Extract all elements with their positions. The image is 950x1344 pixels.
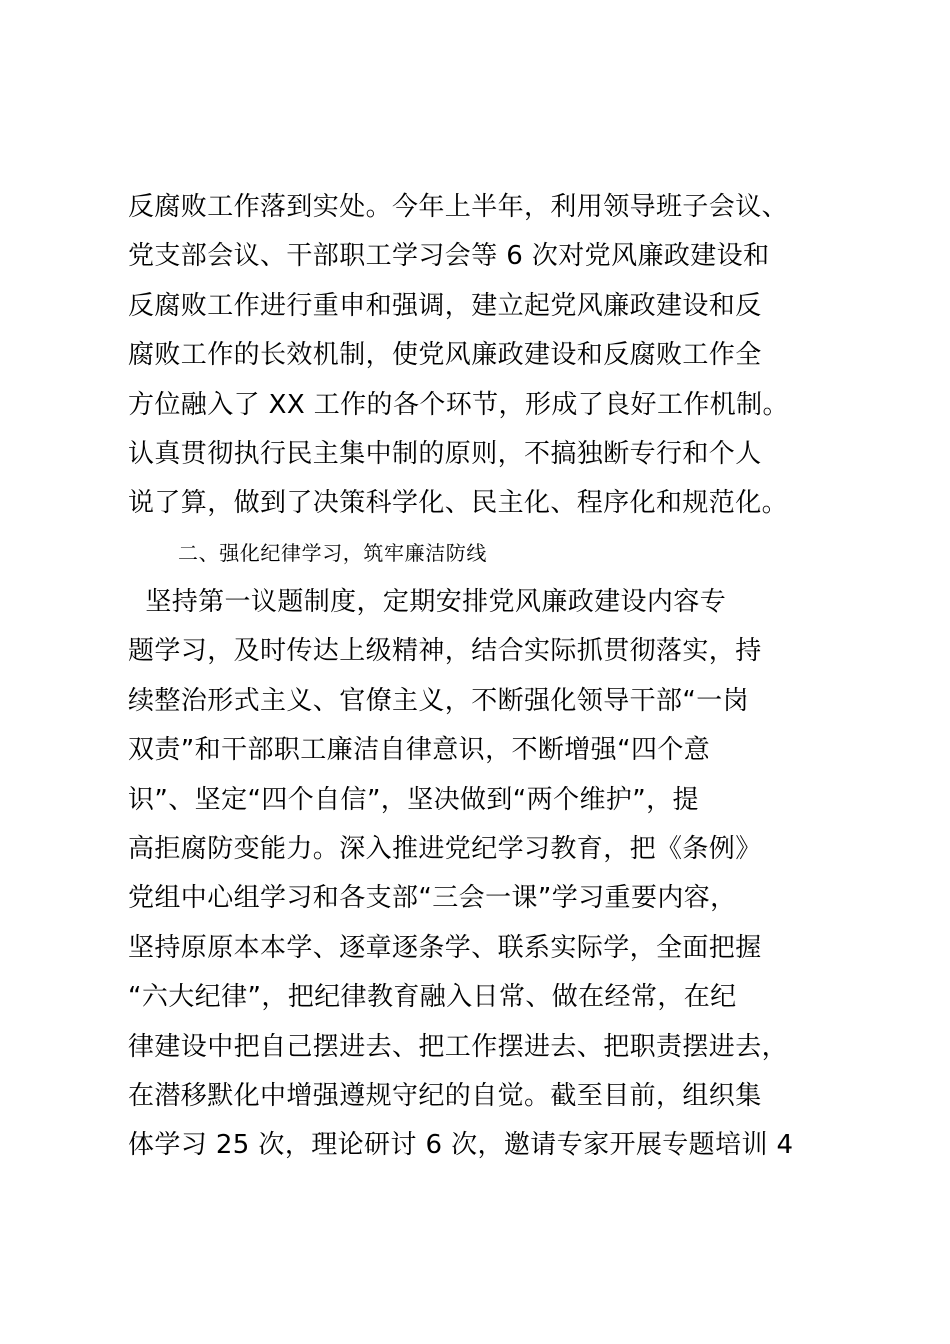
paragraph-line: 续整治形式主义、官僚主义，不断强化领导干部“一岗: [128, 685, 750, 716]
paragraph-line: 认真贯彻执行民主集中制的原则，不搞独断专行和个人: [128, 438, 762, 469]
paragraph-line: 律建设中把自己摆进去、把工作摆进去、把职责摆进去，: [128, 1031, 789, 1062]
paragraph-discipline-study: [128, 578, 858, 1171]
paragraph-line: 识”、坚定“四个自信”，坚决做到“两个维护”，提: [128, 784, 699, 815]
paragraph-line: 双责”和干部职工廉洁自律意识，不断增强“四个意: [128, 735, 711, 766]
paragraph-line: 高拒腐防变能力。深入推进党纪学习教育，把《条例》: [128, 833, 762, 864]
paragraph-line: 坚持原原本本学、逐章逐条学、联系实际学，全面把握: [128, 932, 762, 963]
paragraph-line: 反腐败工作进行重申和强调，建立起党风廉政建设和反: [128, 290, 762, 321]
paragraph-line: 说了算，做到了决策科学化、民主化、程序化和规范化。: [128, 488, 789, 519]
paragraph-line: 党支部会议、干部职工学习会等 6 次对党风廉政建设和: [128, 241, 770, 272]
paragraph-line: 坚持第一议题制度，定期安排党风廉政建设内容专: [128, 587, 727, 617]
paragraph-line: “六大纪律”，把纪律教育融入日常、做在经常，在纪: [128, 982, 737, 1013]
paragraph-line: 方位融入了 XX 工作的各个环节，形成了良好工作机制。: [128, 389, 789, 420]
paragraph-line: 题学习，及时传达上级精神，结合实际抓贯彻落实，持: [128, 636, 762, 667]
paragraph-line: 在潜移默化中增强遵规守纪的自觉。截至目前，组织集: [128, 1080, 762, 1111]
paragraph-line: 体学习 25 次，理论研讨 6 次，邀请专家开展专题培训 4: [128, 1130, 794, 1161]
paragraph-line: 党组中心组学习和各支部“三会一课”学习重要内容，: [128, 883, 737, 914]
paragraph-line: 腐败工作的长效机制，使党风廉政建设和反腐败工作全: [128, 340, 762, 371]
section-heading: 二、强化纪律学习，筑牢廉洁防线: [178, 541, 487, 565]
paragraph-line: 反腐败工作落到实处。今年上半年，利用领导班子会议、: [128, 192, 789, 222]
paragraph-party-conduct: [128, 183, 858, 529]
